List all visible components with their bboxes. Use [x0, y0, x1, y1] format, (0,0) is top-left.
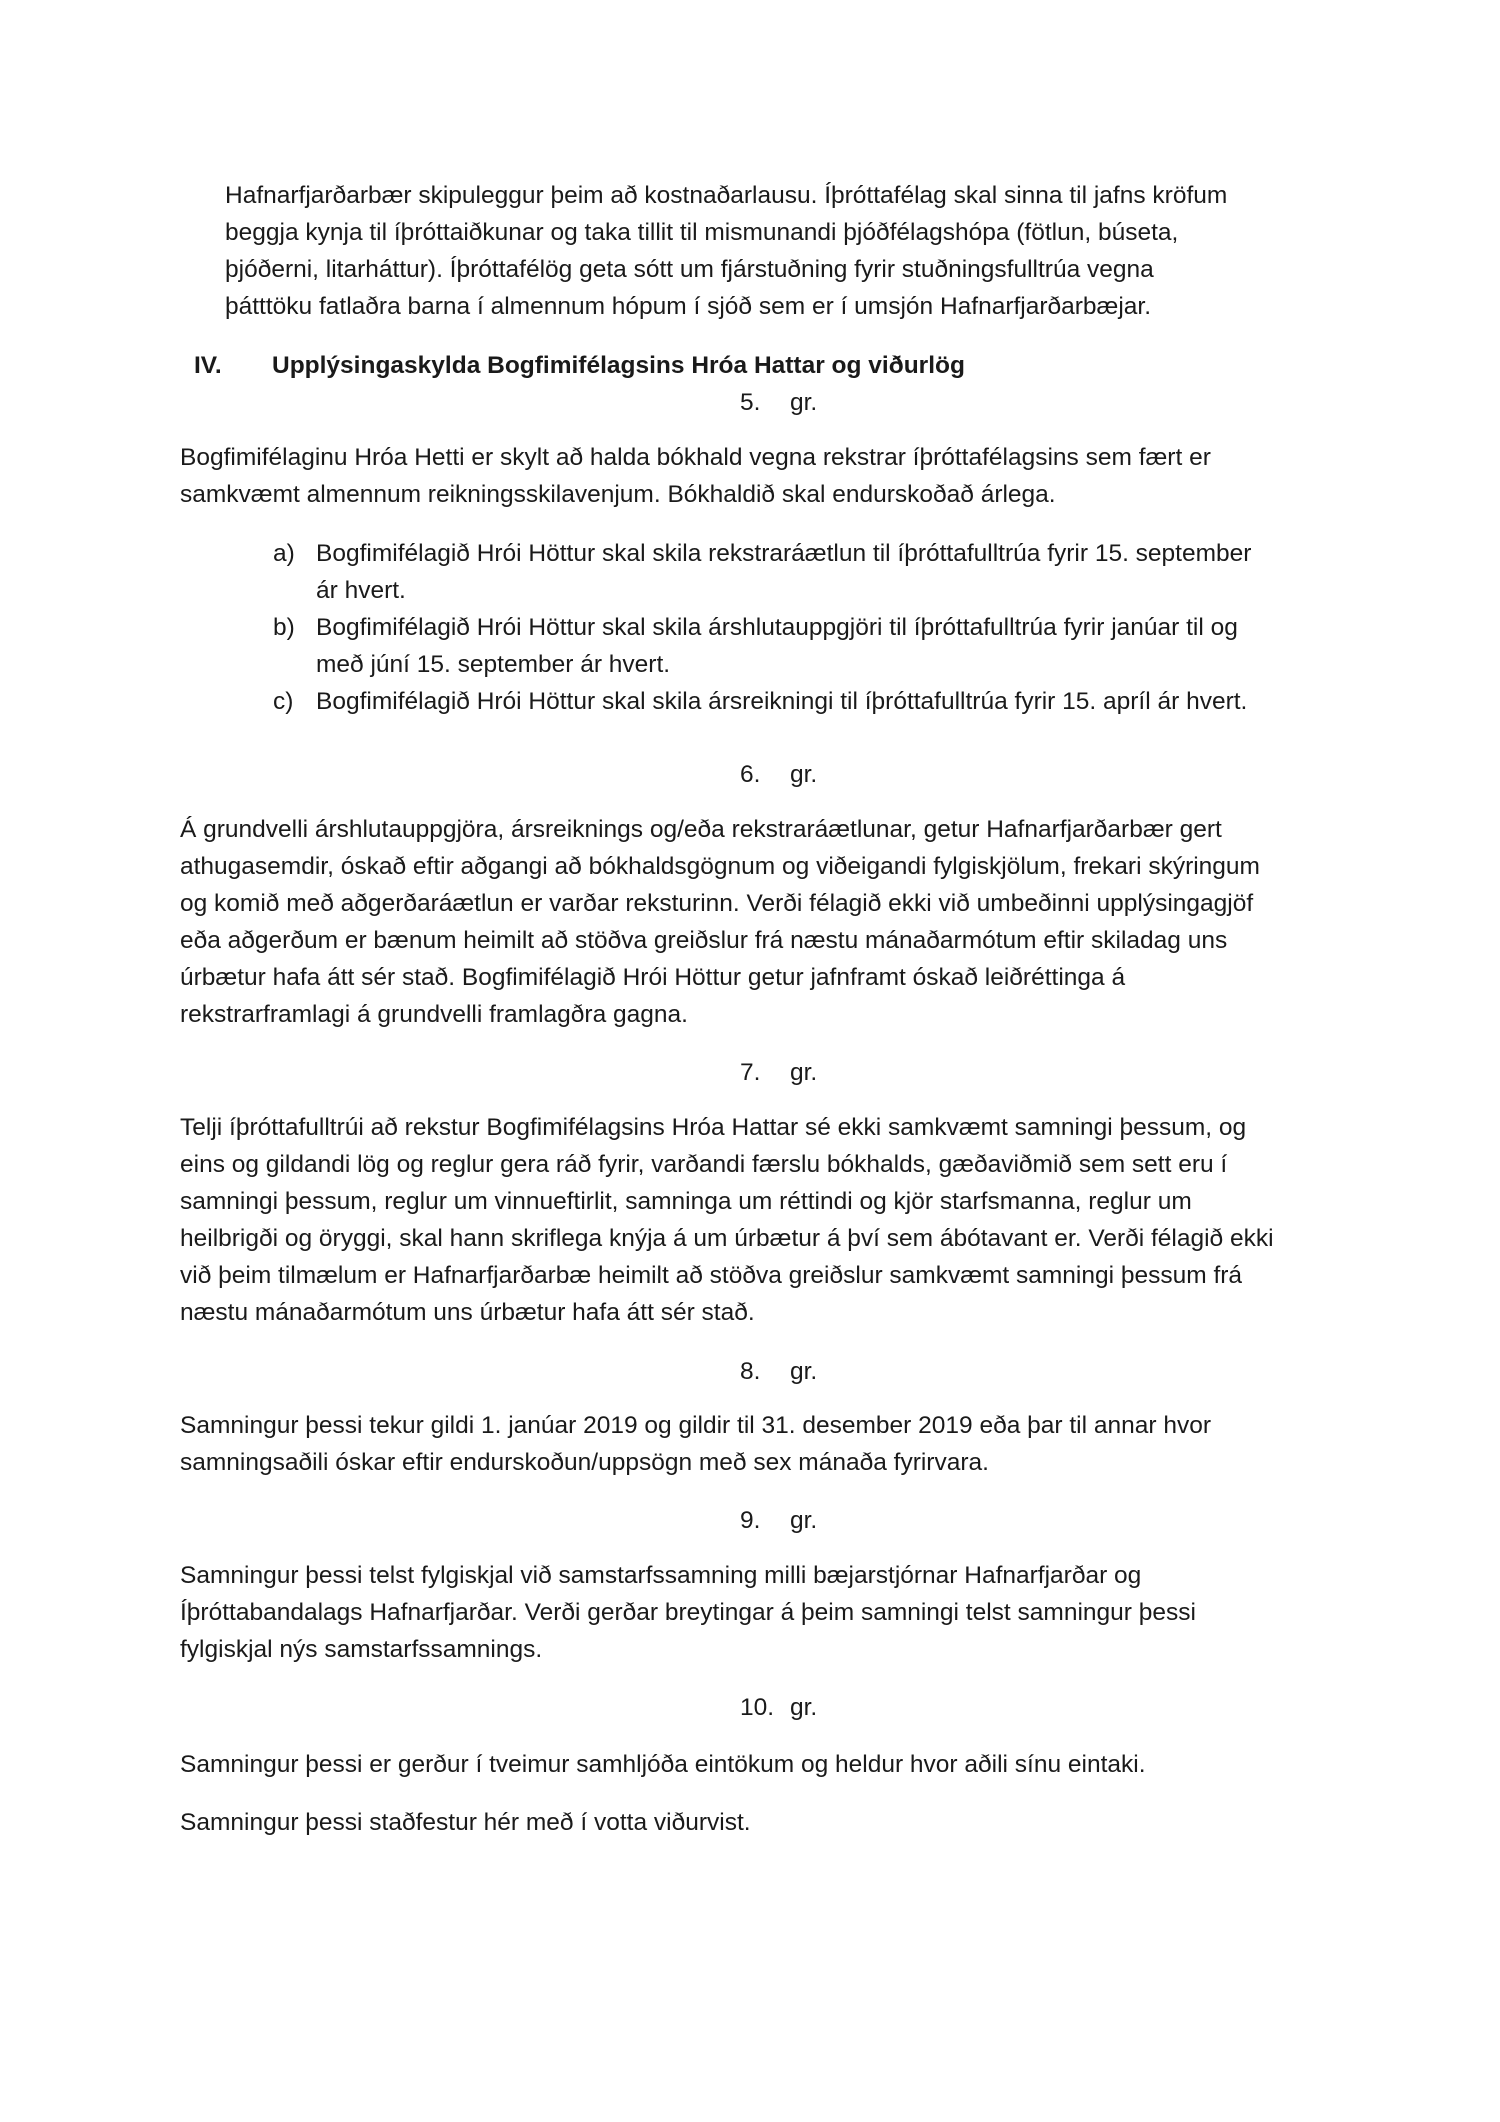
intro-line: þjóðerni, litarháttur). Íþróttafélög geta sótt um fjárstuðning fyrir stuðningsfulltrúa vegna: [225, 256, 1154, 283]
article-number: 5.: [740, 389, 761, 416]
paragraph-line: Bogfimifélaginu Hróa Hetti er skylt að halda bókhald vegna rekstrar íþróttafélagsins sem fært er: [180, 444, 1211, 471]
paragraph-line: úrbætur hafa átt sér stað. Bogfimifélagið Hrói Höttur getur jafnframt óskað leiðréttinga á: [180, 964, 1126, 991]
paragraph-line: Telji íþróttafulltrúi að rekstur Bogfimifélagsins Hróa Hattar sé ekki samkvæmt samningi þessum, og: [180, 1114, 1247, 1141]
article-number: 10.: [740, 1694, 775, 1721]
list-item-line: Bogfimifélagið Hrói Höttur skal skila rekstraráætlun til íþróttafulltrúa fyrir 15. september: [316, 540, 1252, 567]
article-number: 8.: [740, 1358, 761, 1385]
paragraph-line: Samningur þessi tekur gildi 1. janúar 2019 og gildir til 31. desember 2019 eða þar til annar hvor: [180, 1412, 1211, 1439]
list-item-line: Bogfimifélagið Hrói Höttur skal skila árshlutauppgjöri til íþróttafulltrúa fyrir janúar til og: [316, 614, 1238, 641]
article-gr: gr.: [790, 389, 818, 416]
list-item-label: c): [273, 688, 294, 715]
article-gr: gr.: [790, 1358, 818, 1385]
article-gr: gr.: [790, 761, 818, 788]
paragraph-line: næstu mánaðarmótum uns úrbætur hafa átt sér stað.: [180, 1299, 755, 1326]
paragraph-line: samningi þessum, reglur um vinnueftirlit, samninga um réttindi og kjör starfsmanna, reglur um: [180, 1188, 1192, 1215]
paragraph-line: rekstrarframlagi á grundvelli framlagðra gagna.: [180, 1001, 688, 1028]
paragraph-line: athugasemdir, óskað eftir aðgangi að bókhaldsgögnum og viðeigandi fylgiskjölum, frekari skýringum: [180, 853, 1260, 880]
paragraph-line: Íþróttabandalags Hafnarfjarðar. Verði gerðar breytingar á þeim samningi telst samningur þessi: [180, 1599, 1196, 1626]
article-gr: gr.: [790, 1059, 818, 1086]
paragraph-line: Samningur þessi er gerður í tveimur samhljóða eintökum og heldur hvor aðili sínu eintaki.: [180, 1751, 1146, 1778]
paragraph-line: eða aðgerðum er bænum heimilt að stöðva greiðslur frá næstu mánaðarmótum eftir skiladag uns: [180, 927, 1228, 954]
section-numeral: IV.: [194, 352, 222, 379]
list-item-line: Bogfimifélagið Hrói Höttur skal skila ársreikningi til íþróttafulltrúa fyrir 15. apríl ár hvert.: [316, 688, 1248, 715]
article-number: 9.: [740, 1507, 761, 1534]
closing-line: Samningur þessi staðfestur hér með í votta viðurvist.: [180, 1809, 751, 1836]
paragraph-line: heilbrigði og öryggi, skal hann skriflega knýja á um úrbætur á því sem ábótavant er. Verði félagið ekki: [180, 1225, 1274, 1252]
paragraph-line: við þeim tilmælum er Hafnarfjarðarbæ heimilt að stöðva greiðslur samkvæmt samningi þessum frá: [180, 1262, 1243, 1289]
article-gr: gr.: [790, 1507, 818, 1534]
intro-line: þátttöku fatlaðra barna í almennum hópum í sjóð sem er í umsjón Hafnarfjarðarbæjar.: [225, 293, 1152, 320]
intro-line: beggja kynja til íþróttaiðkunar og taka tillit til mismunandi þjóðfélagshópa (fötlun, búseta,: [225, 219, 1179, 246]
paragraph-line: samningsaðili óskar eftir endurskoðun/uppsögn með sex mánaða fyrirvara.: [180, 1449, 989, 1476]
intro-line: Hafnarfjarðarbær skipuleggur þeim að kostnaðarlausu. Íþróttafélag skal sinna til jafns kröfum: [225, 182, 1228, 209]
paragraph-line: samkvæmt almennum reikningsskilavenjum. Bókhaldið skal endurskoðað árlega.: [180, 481, 1056, 508]
paragraph-line: eins og gildandi lög og reglur gera ráð fyrir, varðandi færslu bókhalds, gæðaviðmið sem sett eru í: [180, 1151, 1228, 1178]
paragraph-line: fylgiskjal nýs samstarfssamnings.: [180, 1636, 543, 1663]
article-gr: gr.: [790, 1694, 818, 1721]
list-item-line: með júní 15. september ár hvert.: [316, 651, 671, 678]
paragraph-line: og komið með aðgerðaráætlun er varðar reksturinn. Verði félagið ekki við umbeðinni upplýsingagjöf: [180, 890, 1254, 917]
paragraph-line: Samningur þessi telst fylgiskjal við samstarfssamning milli bæjarstjórnar Hafnarfjarðar og: [180, 1562, 1142, 1589]
article-number: 7.: [740, 1059, 761, 1086]
article-number: 6.: [740, 761, 761, 788]
list-item-line: ár hvert.: [316, 577, 406, 604]
list-item-label: b): [273, 614, 295, 641]
list-item-label: a): [273, 540, 295, 567]
section-title: Upplýsingaskylda Bogfimifélagsins Hróa Hattar og viðurlög: [272, 352, 965, 379]
paragraph-line: Á grundvelli árshlutauppgjöra, ársreiknings og/eða rekstraráætlunar, getur Hafnarfjarðarbær gert: [180, 816, 1222, 843]
